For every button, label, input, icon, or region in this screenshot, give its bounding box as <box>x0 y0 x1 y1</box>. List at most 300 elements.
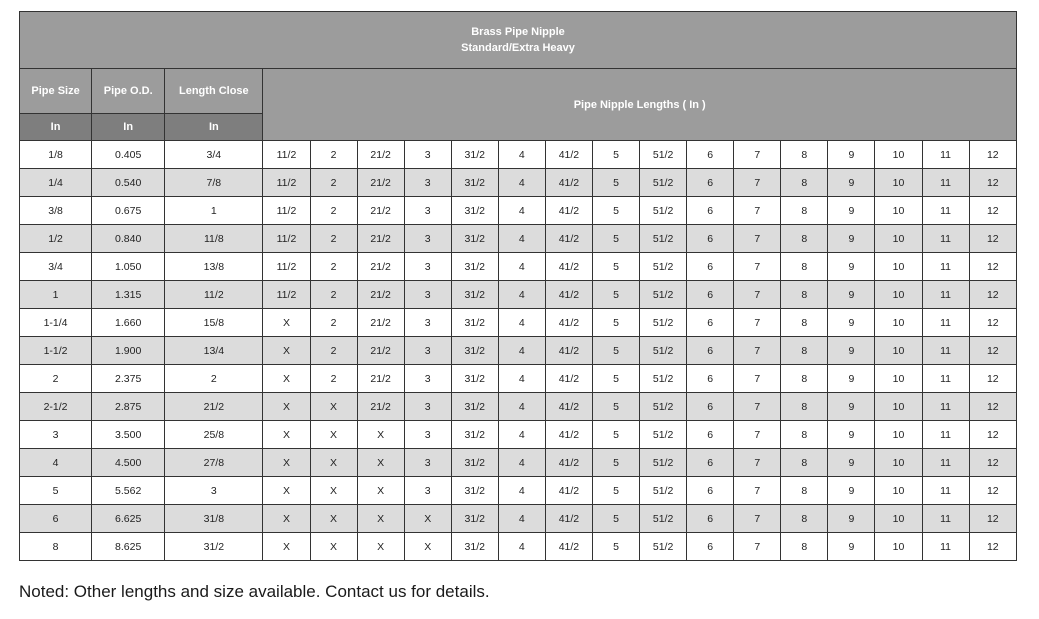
cell-nipple-length: 6 <box>687 309 734 337</box>
cell-nipple-length: 31/2 <box>451 141 498 169</box>
cell-nipple-length: 12 <box>969 141 1016 169</box>
cell-pipe-od: 8.625 <box>92 533 165 561</box>
cell-nipple-length: 8 <box>781 337 828 365</box>
cell-nipple-length: 2 <box>310 309 357 337</box>
cell-nipple-length: 31/2 <box>451 225 498 253</box>
table-row <box>20 197 1017 225</box>
cell-nipple-length: X <box>263 477 310 505</box>
cell-nipple-length: 5 <box>592 393 639 421</box>
cell-length-close: 27/8 <box>165 449 263 477</box>
cell-nipple-length: 12 <box>969 169 1016 197</box>
cell-length-close: 3/4 <box>165 141 263 169</box>
cell-nipple-length: 31/2 <box>451 365 498 393</box>
cell-nipple-length: 41/2 <box>545 533 592 561</box>
cell-nipple-length: 11 <box>922 253 969 281</box>
cell-nipple-length: 9 <box>828 505 875 533</box>
unit-length-close: In <box>165 114 263 141</box>
cell-nipple-length: 51/2 <box>640 449 687 477</box>
cell-nipple-length: 10 <box>875 141 922 169</box>
cell-nipple-length: 21/2 <box>357 337 404 365</box>
cell-nipple-length: 31/2 <box>451 309 498 337</box>
cell-nipple-length: 10 <box>875 225 922 253</box>
cell-nipple-length: 10 <box>875 309 922 337</box>
cell-length-close: 15/8 <box>165 309 263 337</box>
cell-nipple-length: 41/2 <box>545 253 592 281</box>
cell-nipple-length: 11 <box>922 337 969 365</box>
cell-nipple-length: X <box>310 449 357 477</box>
cell-nipple-length: 4 <box>498 505 545 533</box>
cell-nipple-length: 10 <box>875 337 922 365</box>
cell-nipple-length: 21/2 <box>357 225 404 253</box>
cell-nipple-length: 31/2 <box>451 449 498 477</box>
cell-nipple-length: 7 <box>734 169 781 197</box>
cell-nipple-length: 41/2 <box>545 309 592 337</box>
cell-nipple-length: 51/2 <box>640 141 687 169</box>
cell-nipple-length: 21/2 <box>357 169 404 197</box>
cell-nipple-length: 21/2 <box>357 393 404 421</box>
cell-nipple-length: 5 <box>592 225 639 253</box>
cell-nipple-length: X <box>357 533 404 561</box>
cell-pipe-od: 3.500 <box>92 421 165 449</box>
cell-nipple-length: 7 <box>734 421 781 449</box>
cell-nipple-length: 11/2 <box>263 281 310 309</box>
cell-nipple-length: 7 <box>734 141 781 169</box>
cell-nipple-length: 3 <box>404 449 451 477</box>
title-row <box>20 12 1017 69</box>
cell-nipple-length: 10 <box>875 533 922 561</box>
cell-nipple-length: 51/2 <box>640 421 687 449</box>
cell-nipple-length: X <box>357 505 404 533</box>
cell-nipple-length: 4 <box>498 197 545 225</box>
cell-nipple-length: 31/2 <box>451 337 498 365</box>
cell-nipple-length: 4 <box>498 365 545 393</box>
cell-nipple-length: 3 <box>404 225 451 253</box>
cell-nipple-length: X <box>263 393 310 421</box>
unit-pipe-od: In <box>92 114 165 141</box>
cell-nipple-length: 41/2 <box>545 141 592 169</box>
cell-pipe-od: 1.900 <box>92 337 165 365</box>
cell-nipple-length: 31/2 <box>451 281 498 309</box>
cell-nipple-length: X <box>357 421 404 449</box>
cell-nipple-length: 51/2 <box>640 169 687 197</box>
cell-nipple-length: 8 <box>781 141 828 169</box>
cell-nipple-length: 11 <box>922 533 969 561</box>
cell-nipple-length: 9 <box>828 393 875 421</box>
cell-nipple-length: 7 <box>734 505 781 533</box>
cell-nipple-length: X <box>263 421 310 449</box>
cell-nipple-length: 31/2 <box>451 253 498 281</box>
cell-nipple-length: 41/2 <box>545 477 592 505</box>
table-row <box>20 169 1017 197</box>
cell-nipple-length: 9 <box>828 533 875 561</box>
cell-length-close: 1 <box>165 197 263 225</box>
cell-length-close: 2 <box>165 365 263 393</box>
cell-nipple-length: 6 <box>687 365 734 393</box>
cell-nipple-length: X <box>404 505 451 533</box>
table-row <box>20 449 1017 477</box>
cell-nipple-length: 3 <box>404 281 451 309</box>
cell-nipple-length: 8 <box>781 309 828 337</box>
cell-nipple-length: 2 <box>310 365 357 393</box>
pipe-nipple-table <box>19 11 1017 561</box>
cell-nipple-length: 11 <box>922 393 969 421</box>
cell-length-close: 3 <box>165 477 263 505</box>
cell-pipe-od: 4.500 <box>92 449 165 477</box>
cell-nipple-length: 4 <box>498 477 545 505</box>
cell-nipple-length: 12 <box>969 365 1016 393</box>
cell-nipple-length: 6 <box>687 533 734 561</box>
cell-nipple-length: 7 <box>734 449 781 477</box>
cell-nipple-length: 4 <box>498 281 545 309</box>
cell-nipple-length: 6 <box>687 225 734 253</box>
cell-nipple-length: 41/2 <box>545 505 592 533</box>
cell-nipple-length: 3 <box>404 337 451 365</box>
cell-nipple-length: 5 <box>592 169 639 197</box>
table-body <box>20 141 1017 561</box>
cell-pipe-size: 3 <box>20 421 92 449</box>
cell-nipple-length: 7 <box>734 365 781 393</box>
cell-nipple-length: 12 <box>969 449 1016 477</box>
cell-nipple-length: 6 <box>687 421 734 449</box>
cell-nipple-length: 7 <box>734 393 781 421</box>
cell-nipple-length: 5 <box>592 309 639 337</box>
cell-nipple-length: X <box>404 533 451 561</box>
table-row <box>20 477 1017 505</box>
cell-nipple-length: 21/2 <box>357 309 404 337</box>
header-pipe-size: Pipe Size <box>20 69 92 114</box>
cell-pipe-size: 5 <box>20 477 92 505</box>
cell-nipple-length: 10 <box>875 281 922 309</box>
cell-nipple-length: 2 <box>310 225 357 253</box>
cell-nipple-length: 8 <box>781 505 828 533</box>
header-pipe-od: Pipe O.D. <box>92 69 165 114</box>
cell-nipple-length: 4 <box>498 225 545 253</box>
cell-pipe-od: 0.840 <box>92 225 165 253</box>
cell-nipple-length: 6 <box>687 505 734 533</box>
cell-nipple-length: 41/2 <box>545 169 592 197</box>
cell-nipple-length: 4 <box>498 337 545 365</box>
cell-pipe-size: 2 <box>20 365 92 393</box>
table-row <box>20 505 1017 533</box>
cell-pipe-size: 4 <box>20 449 92 477</box>
cell-nipple-length: 3 <box>404 477 451 505</box>
cell-nipple-length: 5 <box>592 281 639 309</box>
cell-nipple-length: 41/2 <box>545 337 592 365</box>
cell-nipple-length: 4 <box>498 309 545 337</box>
cell-nipple-length: 11 <box>922 281 969 309</box>
cell-nipple-length: 51/2 <box>640 505 687 533</box>
cell-nipple-length: 11 <box>922 169 969 197</box>
cell-nipple-length: 10 <box>875 477 922 505</box>
cell-nipple-length: 5 <box>592 197 639 225</box>
cell-nipple-length: 11 <box>922 309 969 337</box>
cell-nipple-length: 6 <box>687 477 734 505</box>
cell-nipple-length: 4 <box>498 141 545 169</box>
cell-pipe-size: 6 <box>20 505 92 533</box>
cell-nipple-length: 51/2 <box>640 365 687 393</box>
cell-pipe-od: 2.875 <box>92 393 165 421</box>
cell-nipple-length: 7 <box>734 197 781 225</box>
cell-nipple-length: 3 <box>404 197 451 225</box>
cell-nipple-length: 51/2 <box>640 393 687 421</box>
cell-nipple-length: 41/2 <box>545 281 592 309</box>
cell-nipple-length: 51/2 <box>640 253 687 281</box>
cell-nipple-length: 31/2 <box>451 197 498 225</box>
cell-nipple-length: 6 <box>687 337 734 365</box>
cell-nipple-length: 2 <box>310 141 357 169</box>
cell-nipple-length: 2 <box>310 169 357 197</box>
cell-nipple-length: 9 <box>828 225 875 253</box>
cell-nipple-length: 7 <box>734 253 781 281</box>
cell-nipple-length: X <box>263 337 310 365</box>
cell-nipple-length: 21/2 <box>357 253 404 281</box>
cell-pipe-size: 1-1/4 <box>20 309 92 337</box>
table-row <box>20 421 1017 449</box>
cell-nipple-length: 9 <box>828 365 875 393</box>
cell-nipple-length: 5 <box>592 449 639 477</box>
cell-nipple-length: X <box>310 505 357 533</box>
table-row <box>20 365 1017 393</box>
cell-nipple-length: 8 <box>781 393 828 421</box>
cell-nipple-length: 3 <box>404 309 451 337</box>
cell-nipple-length: 8 <box>781 477 828 505</box>
cell-nipple-length: 8 <box>781 197 828 225</box>
cell-nipple-length: 6 <box>687 169 734 197</box>
cell-pipe-size: 3/4 <box>20 253 92 281</box>
cell-pipe-size: 1-1/2 <box>20 337 92 365</box>
cell-nipple-length: 51/2 <box>640 477 687 505</box>
header-nipple-lengths: Pipe Nipple Lengths ( In ) <box>263 69 1017 141</box>
cell-nipple-length: 12 <box>969 505 1016 533</box>
cell-nipple-length: 12 <box>969 309 1016 337</box>
cell-nipple-length: 8 <box>781 225 828 253</box>
cell-nipple-length: 11 <box>922 449 969 477</box>
cell-nipple-length: 12 <box>969 393 1016 421</box>
cell-nipple-length: X <box>263 449 310 477</box>
cell-nipple-length: 8 <box>781 365 828 393</box>
cell-nipple-length: X <box>310 421 357 449</box>
cell-nipple-length: 6 <box>687 141 734 169</box>
cell-nipple-length: 11 <box>922 477 969 505</box>
cell-nipple-length: 3 <box>404 169 451 197</box>
cell-nipple-length: 41/2 <box>545 393 592 421</box>
cell-pipe-size: 2-1/2 <box>20 393 92 421</box>
cell-nipple-length: 51/2 <box>640 197 687 225</box>
cell-length-close: 11/8 <box>165 225 263 253</box>
cell-nipple-length: 3 <box>404 365 451 393</box>
cell-nipple-length: 5 <box>592 505 639 533</box>
cell-nipple-length: 12 <box>969 533 1016 561</box>
cell-nipple-length: 4 <box>498 449 545 477</box>
cell-pipe-od: 1.315 <box>92 281 165 309</box>
cell-nipple-length: 9 <box>828 477 875 505</box>
cell-nipple-length: X <box>263 505 310 533</box>
cell-nipple-length: 2 <box>310 337 357 365</box>
table-row <box>20 337 1017 365</box>
table-row <box>20 253 1017 281</box>
cell-nipple-length: 5 <box>592 337 639 365</box>
cell-nipple-length: 51/2 <box>640 337 687 365</box>
cell-nipple-length: 9 <box>828 253 875 281</box>
cell-nipple-length: 10 <box>875 169 922 197</box>
cell-nipple-length: X <box>357 449 404 477</box>
cell-nipple-length: 9 <box>828 421 875 449</box>
cell-nipple-length: 2 <box>310 281 357 309</box>
cell-nipple-length: 9 <box>828 337 875 365</box>
cell-nipple-length: 3 <box>404 253 451 281</box>
cell-nipple-length: 6 <box>687 253 734 281</box>
cell-nipple-length: 12 <box>969 477 1016 505</box>
cell-nipple-length: 41/2 <box>545 449 592 477</box>
cell-nipple-length: 5 <box>592 365 639 393</box>
cell-nipple-length: 21/2 <box>357 141 404 169</box>
cell-nipple-length: 4 <box>498 533 545 561</box>
cell-pipe-od: 0.540 <box>92 169 165 197</box>
cell-nipple-length: 31/2 <box>451 477 498 505</box>
cell-nipple-length: 5 <box>592 477 639 505</box>
cell-nipple-length: 8 <box>781 281 828 309</box>
cell-nipple-length: 21/2 <box>357 365 404 393</box>
cell-nipple-length: X <box>263 533 310 561</box>
cell-nipple-length: 41/2 <box>545 225 592 253</box>
cell-nipple-length: X <box>263 365 310 393</box>
cell-nipple-length: 51/2 <box>640 281 687 309</box>
cell-nipple-length: 11/2 <box>263 197 310 225</box>
table-title-line1: Brass Pipe Nipple <box>471 26 565 38</box>
cell-pipe-od: 2.375 <box>92 365 165 393</box>
cell-length-close: 21/2 <box>165 393 263 421</box>
cell-nipple-length: 4 <box>498 393 545 421</box>
column-header-row <box>20 69 1017 114</box>
table-row <box>20 533 1017 561</box>
table-row <box>20 393 1017 421</box>
header-length-close: Length Close <box>165 69 263 114</box>
cell-nipple-length: 12 <box>969 253 1016 281</box>
cell-nipple-length: 31/2 <box>451 169 498 197</box>
cell-nipple-length: 41/2 <box>545 365 592 393</box>
cell-nipple-length: 10 <box>875 197 922 225</box>
cell-length-close: 7/8 <box>165 169 263 197</box>
table-title <box>20 12 1017 69</box>
cell-nipple-length: 8 <box>781 449 828 477</box>
cell-nipple-length: 6 <box>687 449 734 477</box>
cell-pipe-size: 8 <box>20 533 92 561</box>
cell-nipple-length: 2 <box>310 253 357 281</box>
cell-nipple-length: X <box>310 477 357 505</box>
cell-nipple-length: 11 <box>922 197 969 225</box>
cell-pipe-size: 1/8 <box>20 141 92 169</box>
cell-pipe-size: 1 <box>20 281 92 309</box>
unit-pipe-size: In <box>20 114 92 141</box>
cell-nipple-length: 11/2 <box>263 253 310 281</box>
cell-nipple-length: 10 <box>875 393 922 421</box>
cell-nipple-length: 9 <box>828 309 875 337</box>
cell-nipple-length: 10 <box>875 365 922 393</box>
cell-nipple-length: 9 <box>828 449 875 477</box>
table-row <box>20 281 1017 309</box>
cell-nipple-length: 11/2 <box>263 169 310 197</box>
cell-nipple-length: 11 <box>922 141 969 169</box>
cell-nipple-length: 9 <box>828 281 875 309</box>
cell-nipple-length: 51/2 <box>640 309 687 337</box>
cell-nipple-length: 5 <box>592 253 639 281</box>
cell-nipple-length: 6 <box>687 197 734 225</box>
cell-nipple-length: 8 <box>781 533 828 561</box>
cell-length-close: 31/2 <box>165 533 263 561</box>
cell-pipe-od: 6.625 <box>92 505 165 533</box>
cell-nipple-length: 12 <box>969 197 1016 225</box>
cell-length-close: 11/2 <box>165 281 263 309</box>
cell-pipe-size: 3/8 <box>20 197 92 225</box>
cell-nipple-length: 21/2 <box>357 281 404 309</box>
cell-nipple-length: 21/2 <box>357 197 404 225</box>
cell-nipple-length: 3 <box>404 141 451 169</box>
cell-pipe-size: 1/2 <box>20 225 92 253</box>
cell-nipple-length: 41/2 <box>545 197 592 225</box>
cell-nipple-length: 5 <box>592 533 639 561</box>
cell-nipple-length: 9 <box>828 169 875 197</box>
cell-nipple-length: 31/2 <box>451 533 498 561</box>
cell-pipe-size: 1/4 <box>20 169 92 197</box>
table-row <box>20 141 1017 169</box>
cell-pipe-od: 1.050 <box>92 253 165 281</box>
cell-pipe-od: 1.660 <box>92 309 165 337</box>
cell-nipple-length: 11 <box>922 421 969 449</box>
cell-nipple-length: 11 <box>922 225 969 253</box>
cell-nipple-length: X <box>357 477 404 505</box>
cell-nipple-length: 7 <box>734 309 781 337</box>
cell-nipple-length: 12 <box>969 225 1016 253</box>
cell-nipple-length: 10 <box>875 449 922 477</box>
cell-nipple-length: 8 <box>781 421 828 449</box>
cell-nipple-length: 9 <box>828 141 875 169</box>
cell-nipple-length: 7 <box>734 533 781 561</box>
cell-nipple-length: 7 <box>734 225 781 253</box>
cell-nipple-length: 6 <box>687 393 734 421</box>
cell-nipple-length: X <box>310 393 357 421</box>
cell-length-close: 25/8 <box>165 421 263 449</box>
cell-length-close: 13/8 <box>165 253 263 281</box>
cell-nipple-length: 6 <box>687 281 734 309</box>
cell-nipple-length: 8 <box>781 169 828 197</box>
cell-nipple-length: 31/2 <box>451 393 498 421</box>
cell-nipple-length: 11/2 <box>263 141 310 169</box>
cell-pipe-od: 5.562 <box>92 477 165 505</box>
cell-nipple-length: 4 <box>498 421 545 449</box>
cell-nipple-length: 5 <box>592 141 639 169</box>
cell-nipple-length: 7 <box>734 337 781 365</box>
cell-nipple-length: 10 <box>875 505 922 533</box>
cell-nipple-length: 3 <box>404 393 451 421</box>
table-title-line2: Standard/Extra Heavy <box>461 42 575 54</box>
cell-length-close: 13/4 <box>165 337 263 365</box>
cell-nipple-length: 10 <box>875 421 922 449</box>
cell-nipple-length: 31/2 <box>451 421 498 449</box>
cell-nipple-length: 12 <box>969 337 1016 365</box>
cell-nipple-length: 8 <box>781 253 828 281</box>
cell-nipple-length: 11 <box>922 365 969 393</box>
cell-nipple-length: 4 <box>498 253 545 281</box>
cell-nipple-length: 11/2 <box>263 225 310 253</box>
cell-nipple-length: 5 <box>592 421 639 449</box>
footnote: Noted: Other lengths and size available. Contact us for details. <box>19 582 490 601</box>
table-row <box>20 225 1017 253</box>
cell-nipple-length: X <box>310 533 357 561</box>
cell-nipple-length: 10 <box>875 253 922 281</box>
cell-nipple-length: 12 <box>969 281 1016 309</box>
cell-pipe-od: 0.405 <box>92 141 165 169</box>
cell-nipple-length: 31/2 <box>451 505 498 533</box>
